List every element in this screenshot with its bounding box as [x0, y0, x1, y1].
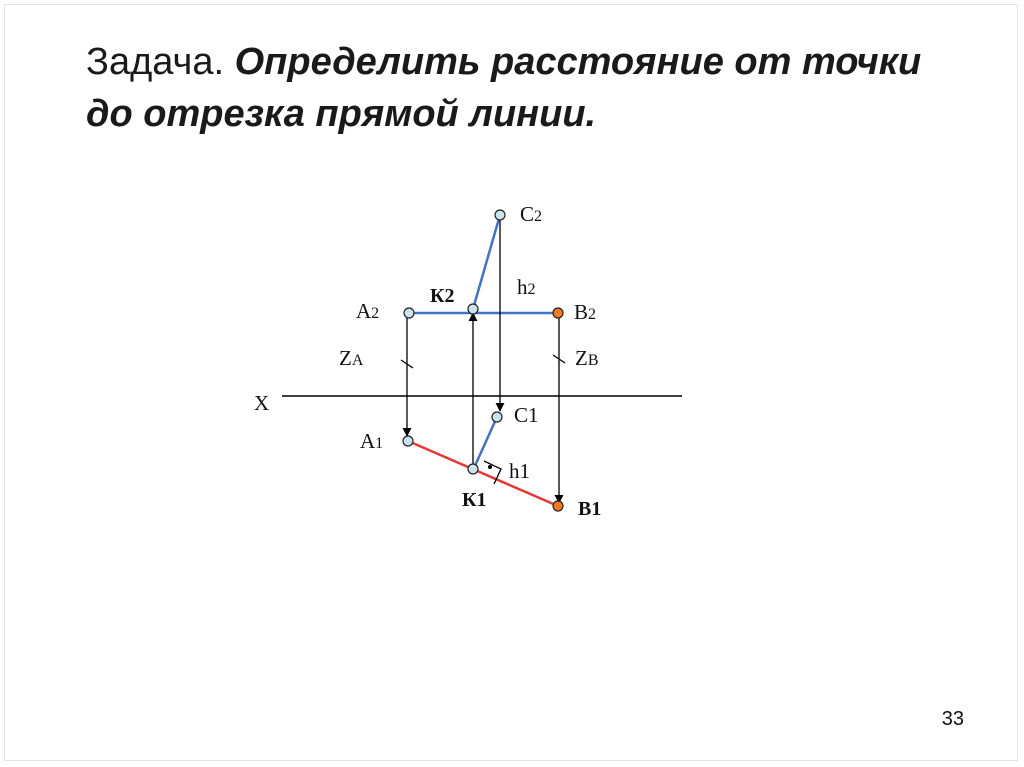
task-text-line2: до отрезка прямой линии.: [86, 93, 597, 135]
right-angle-dot: [488, 465, 492, 469]
point-b1: [553, 501, 563, 511]
label-c1: C1: [514, 403, 539, 427]
task-text-line1: Определить расстояние от точки: [234, 41, 922, 83]
point-a1: [403, 436, 413, 446]
label-za: ZA: [339, 346, 364, 370]
task-lead: Задача.: [86, 41, 225, 83]
label-zb: ZB: [575, 346, 599, 370]
label-a2: A2: [356, 299, 380, 323]
point-k1: [468, 464, 478, 474]
label-x-axis: X: [254, 391, 270, 415]
point-c1: [492, 412, 502, 422]
point-k2: [468, 304, 478, 314]
label-a1: A1: [360, 429, 384, 453]
label-b1: B1: [578, 498, 602, 520]
point-c2: [495, 210, 505, 220]
c2-k2-line: [473, 215, 500, 309]
point-b2: [553, 308, 563, 318]
label-c2: C2: [520, 202, 543, 226]
label-h2: h2: [517, 275, 536, 299]
page-number: 33: [941, 708, 964, 730]
label-k1: К1: [462, 489, 487, 511]
label-h1: h1: [509, 459, 530, 483]
label-k2: К2: [430, 285, 455, 307]
label-b2: B2: [574, 300, 597, 324]
point-a2: [404, 308, 414, 318]
c1-k1-line: [474, 417, 497, 468]
